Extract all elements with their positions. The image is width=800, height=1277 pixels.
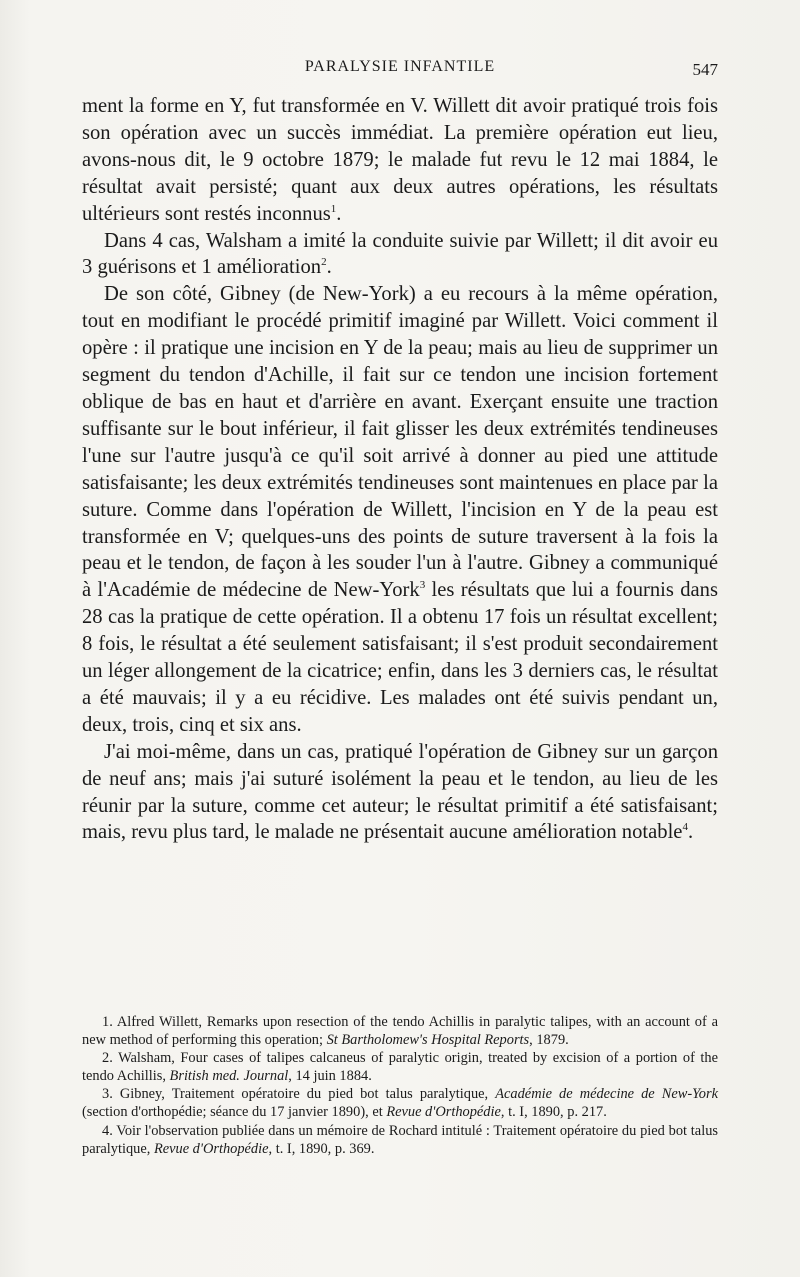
footnote-2-text: 2. Walsham, Four cases of talipes calcaneus of paralytic origin, treated by excision of a portion of the tendo Achillis, (82, 1050, 718, 1085)
footnote-1-text: 1. Alfred Willett, Remarks upon resection of the tendo Achillis in paralytic talipes, with an account of a new method of performing this operation; (82, 1014, 718, 1049)
paragraph-1-end: . (336, 202, 342, 225)
footnote-4 (82, 1122, 718, 1158)
page-header (82, 56, 718, 84)
footnote-2-date: , 14 juin 1884. (288, 1068, 372, 1085)
paragraph-4-text: J'ai moi-même, dans un cas, pratiqué l'opération de Gibney sur un garçon de neuf ans; mais j'ai suturé isolément la peau et le tendon, au lieu de les réunir par la suture, comme cet auteur; le résultat primitif a été satisfaisant; mais, revu plus tard, le malade ne présentait aucune amélioration notable (82, 740, 718, 844)
page-number: 547 (692, 60, 718, 79)
footnote-4-ref: , t. I, 1890, p. 369. (268, 1140, 375, 1157)
footnote-3-source-2: Revue d'Orthopédie (386, 1104, 501, 1121)
footnote-4-source: Revue d'Orthopédie (153, 1140, 269, 1157)
footnote-3-text: 3. Gibney, Traitement opératoire du pied bot talus paralytique, (102, 1086, 496, 1103)
footnote-3-source-1: Académie de médecine de New-York (495, 1086, 718, 1103)
paragraph-2-text: Dans 4 cas, Walsham a imité la conduite suivie par Willett; il dit avoir eu 3 guérisons et 1 amélioration (82, 229, 718, 279)
footnote-1 (82, 1013, 718, 1049)
footnote-ref-4: 4 (682, 821, 688, 834)
paragraph-1 (82, 93, 718, 228)
footnote-1-date: , 1879. (529, 1032, 569, 1049)
paragraph-3 (82, 281, 718, 738)
paragraph-2-end: . (326, 256, 332, 279)
footnote-3-ref: , t. I, 1890, p. 217. (500, 1104, 607, 1121)
footnote-3-session: (section d'orthopédie; séance du 17 janvier 1890), et (82, 1104, 387, 1121)
footnote-1-source: St Bartholomew's Hospital Reports (326, 1032, 530, 1049)
footnote-ref-3: 3 (419, 579, 426, 592)
footnotes (82, 1013, 718, 1158)
paragraph-3-text-b: les résultats que lui a fournis dans 28 cas la pratique de cette opération. Il a obtenu 17 fois un résultat excellent; 8 fois, le résultat a été seulement satisfaisant; il s'est produit secondairement un léger allongement de la cicatrice; enfin, dans les 3 derniers cas, le résultat a été mauvais; il y a eu récidive. Les malades ont été suivis pendant un, deux, trois, cinq et six ans. (82, 579, 718, 736)
footnote-4-text: 4. Voir l'observation publiée dans un mémoire de Rochard intitulé : Traitement opératoire du pied bot talus paralytique, (82, 1122, 718, 1157)
paragraph-4-end: . (687, 821, 694, 844)
footnote-2 (82, 1049, 718, 1085)
running-title: PARALYSIE INFANTILE (304, 58, 496, 75)
paragraph-2 (82, 228, 718, 282)
paragraph-1-text: ment la forme en Y, fut transformée en V. Willett dit avoir pratiqué trois fois son opération avec un succès immédiat. La première opération eut lieu, avons-nous dit, le 9 octobre 1879; le malade fut revu le 12 mai 1884, le résultat avait persisté; quant aux deux autres opérations, les résultats ultérieurs sont restés inconnus (82, 95, 718, 225)
paragraph-4 (82, 739, 718, 847)
footnote-2-source: British med. Journal (169, 1068, 289, 1085)
footnote-3 (82, 1085, 718, 1121)
footnote-ref-2: 2 (321, 256, 327, 269)
footnote-ref-1: 1 (330, 202, 337, 215)
paragraph-3-text-a: De son côté, Gibney (de New-York) a eu recours à la même opération, tout en modifiant le procédé primitif imaginé par Willett. Voici comment il opère : il pratique une incision en Y de la peau; mais au lieu de supprimer un segment du tendon d'Achille, il fait sur ce tendon une incision fortement oblique de bas en haut et d'arrière en avant. Exerçant ensuite une traction suffisante sur le bout inférieur, il fait glisser les deux extrémités tendineuses l'une sur l'autre jusqu'à ce qu'il soit arrivé à donner au pied une attitude satisfaisante; les deux extrémités tendineuses sont maintenues en place par la suture. Comme dans l'opération de Willett, l'incision en Y de la peau est transformée en V; quelques-uns des points de suture traversent à la fois la peau et le tendon, de façon à les souder l'un à l'autre. Gibney a communiqué à l'Académie de médecine de New-York (82, 283, 718, 602)
body-text (82, 93, 718, 846)
